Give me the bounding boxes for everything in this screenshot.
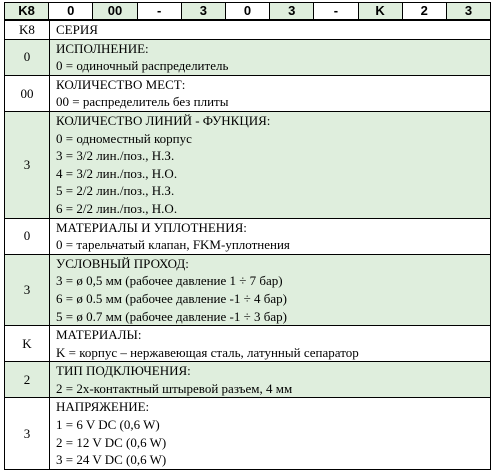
spec-description-cell: [50, 254, 491, 325]
spec-code-cell: K: [5, 326, 50, 362]
spec-option: 4 = 3/2 лин./поз., Н.О.: [56, 165, 178, 181]
spec-heading: КОЛИЧЕСТВО МЕСТ:: [56, 76, 186, 92]
code-segment: -: [138, 3, 182, 19]
spec-heading: УСЛОВНЫЙ ПРОХОД:: [56, 255, 189, 271]
spec-code-cell: 2: [5, 362, 50, 398]
spec-option: 3 = ø 0,5 мм (рабочее давление 1 ÷ 7 бар): [56, 273, 283, 289]
code-segment: K: [359, 3, 403, 19]
spec-row: [5, 218, 491, 254]
code-segment: 0: [49, 3, 93, 19]
spec-code-cell: K8: [5, 21, 50, 40]
code-segment: 3: [270, 3, 314, 19]
spec-option: 00 = распределитель без плиты: [56, 94, 229, 110]
spec-option: 0 = одиночный распределитель: [56, 58, 229, 74]
code-segment: 2: [403, 3, 447, 19]
spec-code-cell: 0: [5, 39, 50, 75]
spec-row: [5, 21, 491, 40]
spec-option: 0 = одноместный корпус: [56, 130, 192, 146]
code-segment: 3: [447, 3, 490, 19]
spec-code-cell: 0: [5, 218, 50, 254]
spec-row: [5, 39, 491, 75]
spec-row: [5, 254, 491, 325]
spec-heading: ТИП ПОДКЛЮЧЕНИЯ:: [56, 363, 191, 379]
spec-description-cell: [50, 362, 491, 398]
code-segment: 00: [93, 3, 137, 19]
spec-option: 3 = 3/2 лин./поз., Н.З.: [56, 148, 175, 164]
spec-description-cell: [50, 39, 491, 75]
spec-heading: МАТЕРИАЛЫ:: [56, 327, 142, 343]
spec-description-cell: [50, 398, 491, 469]
spec-option: 6 = 2/2 лин./поз., Н.О.: [56, 200, 178, 216]
spec-option: 2 = 2х-контактный штыревой разъем, 4 мм: [56, 380, 293, 396]
spec-option: 2 = 12 V DC (0,6 W): [56, 434, 167, 450]
spec-code-cell: 00: [5, 75, 50, 111]
code-segment: 0: [226, 3, 270, 19]
spec-description-cell: [50, 111, 491, 218]
spec-code-cell: 3: [5, 398, 50, 469]
spec-option: 6 = ø 0.5 мм (рабочее давление -1 ÷ 4 бар): [56, 290, 287, 306]
spec-description-cell: [50, 218, 491, 254]
spec-heading: МАТЕРИАЛЫ И УПЛОТНЕНИЯ:: [56, 219, 247, 235]
spec-option: K = корпус – нержавеющая сталь, латунный сепаратор: [56, 344, 359, 360]
spec-row: [5, 111, 491, 218]
spec-description-cell: [50, 21, 491, 40]
ordering-code-header-row: [4, 2, 491, 20]
ordering-code-table: [4, 20, 491, 470]
spec-row: [5, 398, 491, 469]
code-segment: -: [314, 3, 358, 19]
code-segment: K8: [5, 3, 49, 19]
spec-option: 0 = тарельчатый клапан, FKM-уплотнения: [56, 237, 290, 253]
code-segment: 3: [182, 3, 226, 19]
spec-row: [5, 362, 491, 398]
spec-description-cell: [50, 326, 491, 362]
spec-row: [5, 75, 491, 111]
spec-code-cell: 3: [5, 254, 50, 325]
spec-heading: КОЛИЧЕСТВО ЛИНИЙ - ФУНКЦИЯ:: [56, 112, 271, 128]
spec-option: 3 = 24 V DC (0,6 W): [56, 452, 167, 468]
spec-description-cell: [50, 75, 491, 111]
spec-option: 1 = 6 V DC (0,6 W): [56, 417, 160, 433]
spec-heading: СЕРИЯ: [56, 22, 98, 37]
spec-code-cell: 3: [5, 111, 50, 218]
spec-option: 5 = 2/2 лин./поз., Н.З.: [56, 183, 175, 199]
spec-option: 5 = ø 0.7 мм (рабочее давление -1 ÷ 3 бар): [56, 308, 287, 324]
spec-row: [5, 326, 491, 362]
ordering-code-table-body: [5, 21, 491, 470]
spec-heading: НАПРЯЖЕНИЕ:: [56, 399, 150, 415]
spec-heading: ИСПОЛНЕНИЕ:: [56, 40, 149, 56]
